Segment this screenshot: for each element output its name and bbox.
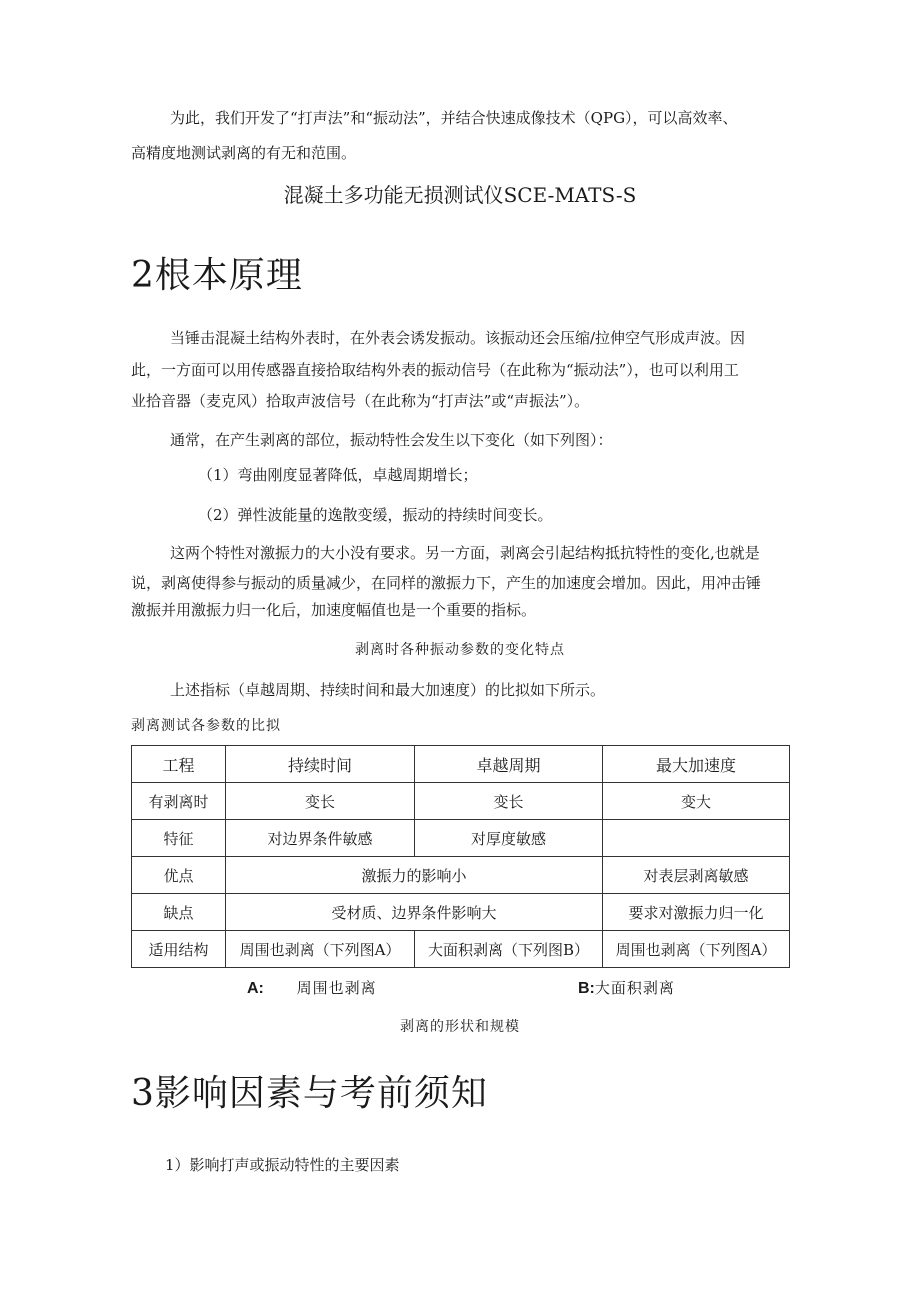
table-caption: 剥离测试各参数的比拟	[131, 718, 281, 734]
table-cell: 对厚度敏感	[415, 820, 603, 857]
section-2-para-3-line-2: 说，剥离使得参与振动的质量减少，在同样的激振力下，产生的加速度会增加。因此，用冲击锤	[131, 574, 762, 592]
section-2-para-3-line-1: 这两个特性对激振力的大小没有要求。另一方面，剥离会引起结构抵抗特性的变化,也就是	[170, 544, 760, 562]
figure-a-letter: A:	[247, 980, 264, 997]
table-cell: 周围也剥离（下列图A）	[226, 931, 415, 968]
figure-a-label	[247, 977, 377, 998]
table-row	[132, 820, 790, 857]
table-row	[132, 857, 790, 894]
table-cell: 对边界条件敏感	[226, 820, 415, 857]
figure-a-text: 周围也剥离	[296, 979, 377, 997]
section-3-heading: 3影响因素与考前须知	[131, 1073, 488, 1114]
table-cell: 要求对激振力归一化	[603, 894, 790, 931]
section-2-para-3-line-3: 激振并用激振力归一化后，加速度幅值也是一个重要的指标。	[131, 601, 537, 619]
table-row-label: 有剥离时	[132, 783, 226, 820]
table-cell: 周围也剥离（下列图A）	[603, 931, 790, 968]
table-row-label: 缺点	[132, 894, 226, 931]
section-2-heading: 2根本原理	[131, 255, 303, 296]
table-cell: 对表层剥离敏感	[603, 857, 790, 894]
intro-line-1: 为此，我们开发了“打声法”和“振动法”，并结合快速成像技术（QPG），可以高效率、	[170, 109, 738, 127]
section-3-list-item-1: 1）影响打声或振动特性的主要因素	[165, 1156, 400, 1174]
section-2-para-1-line-2: 此，一方面可以用传感器直接拾取结构外表的振动信号（在此称为“振动法”），也可以利用工	[131, 361, 739, 379]
table-row	[132, 894, 790, 931]
figure-b-letter: B:	[578, 980, 595, 997]
table-cell: 变长	[226, 783, 415, 820]
table-row-label: 适用结构	[132, 931, 226, 968]
figure-b-text: 大面积剥离	[594, 979, 675, 997]
table-header-cell: 卓越周期	[415, 746, 603, 783]
section-2-list-item-1: （1）弯曲刚度显著降低，卓越周期增长；	[198, 466, 478, 484]
table-merged-cell: 受材质、边界条件影响大	[226, 894, 603, 931]
section-2-list-item-2: （2）弹性波能量的逸散变缓，振动的持续时间变长。	[198, 506, 553, 524]
table-header-cell: 工程	[132, 746, 226, 783]
table-header-row	[132, 746, 790, 783]
section-2-para-1-line-1: 当锤击混凝土结构外表时，在外表会诱发振动。该振动还会压缩/拉伸空气形成声波。因	[170, 329, 746, 347]
table-cell: 变大	[603, 783, 790, 820]
parameter-comparison-table	[131, 745, 790, 968]
table-cell: 大面积剥离（下列图B）	[415, 931, 603, 968]
section-2-para-1-line-3: 业拾音器（麦克风）拾取声波信号（在此称为“打声法”或“声振法”）。	[131, 392, 590, 410]
section-2-para-4: 上述指标（卓越周期、持续时间和最大加速度）的比拟如下所示。	[170, 681, 606, 699]
intro-line-2: 高精度地测试剥离的有无和范围。	[131, 144, 357, 162]
shape-figure-caption: 剥离的形状和规模	[400, 1019, 520, 1035]
table-header-cell: 持续时间	[226, 746, 415, 783]
figure-b-label	[578, 977, 675, 998]
vibration-figure-caption: 剥离时各种振动参数的变化特点	[355, 642, 565, 658]
table-row	[132, 931, 790, 968]
table-row-label: 特征	[132, 820, 226, 857]
product-caption: 混凝土多功能无损测试仪SCE-MATS-S	[283, 183, 637, 207]
table-cell	[603, 820, 790, 857]
table-cell: 变长	[415, 783, 603, 820]
table-merged-cell: 激振力的影响小	[226, 857, 603, 894]
section-2-para-2: 通常，在产生剥离的部位，振动特性会发生以下变化（如下列图）：	[170, 431, 613, 449]
table-row	[132, 783, 790, 820]
table-row-label: 优点	[132, 857, 226, 894]
table-header-cell: 最大加速度	[603, 746, 790, 783]
